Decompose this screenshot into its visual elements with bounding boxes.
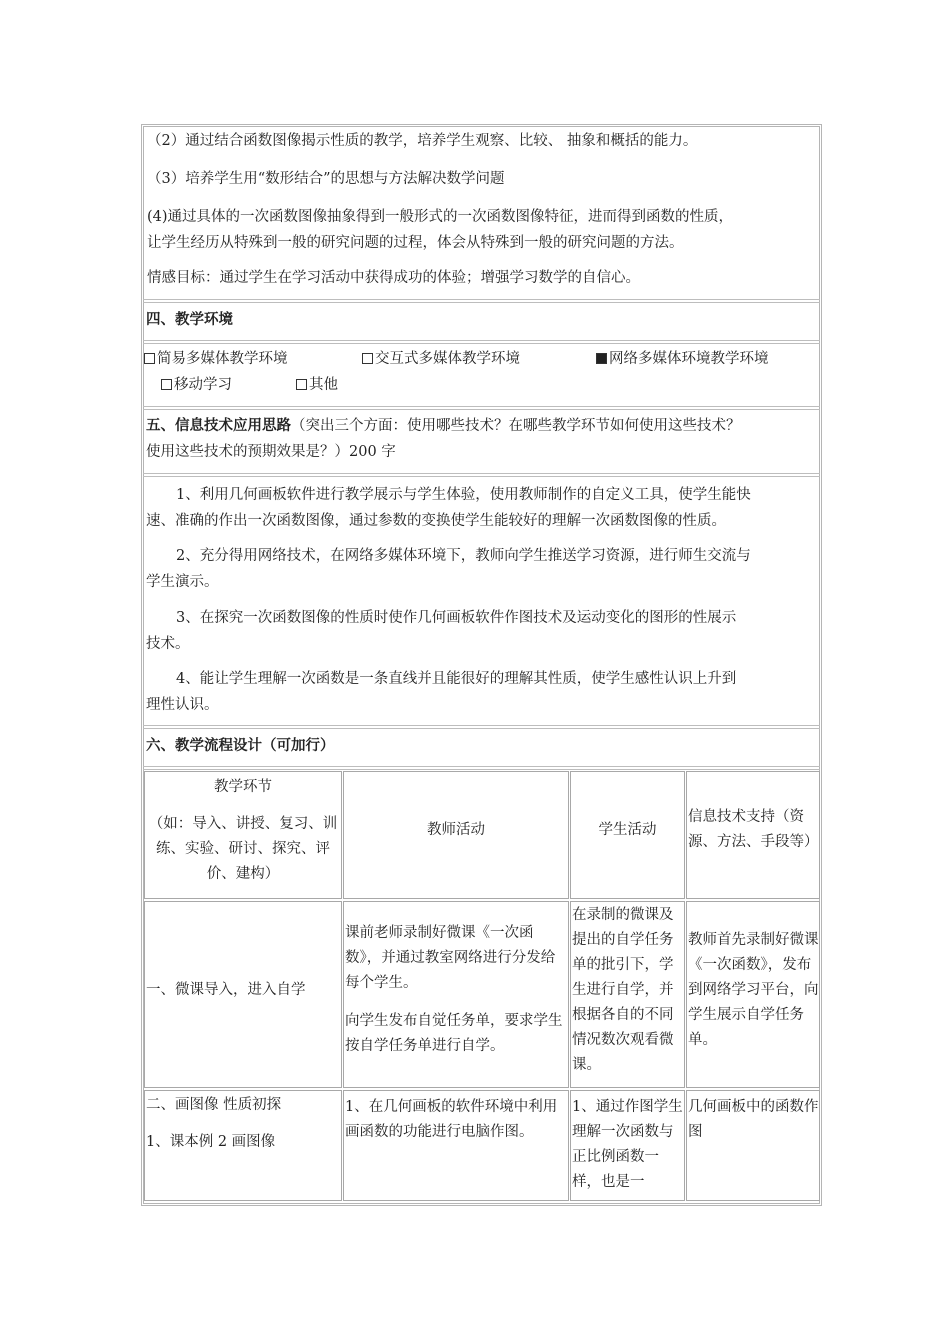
- idea-1-line1: 1、利用几何画板软件进行教学展示与学生体验，使用教师制作的自定义工具，使学生能快: [176, 487, 751, 503]
- section-4-heading: 四、教学环境: [146, 311, 233, 328]
- env-option-interactive: 交互式多媒体教学环境: [362, 346, 520, 372]
- idea-1-line2: 速、准确的作出一次函数图像，通过参数的变换使学生能较好的理解一次函数图像的性质。: [146, 513, 726, 529]
- checkbox-icon: [144, 353, 155, 364]
- objective-item-4-line1: (4)通过具体的一次函数图像抽象得到一般形式的一次函数图像特征，进而得到函数的性质，: [147, 209, 734, 225]
- section-5-heading-line1: [146, 413, 741, 439]
- idea-4-line1: 4、能让学生理解一次函数是一条直线并且能很好的理解其性质，使学生感性认识上升到: [176, 671, 737, 687]
- row2-stage-line1: 二、画图像 性质初探: [146, 1097, 282, 1113]
- checkbox-icon: [296, 379, 307, 390]
- env-option-mobile: 移动学习: [161, 372, 232, 398]
- stage-header-note: （如：导入、讲授、复习、训练、实验、研讨、探究、评价、建构）: [148, 816, 338, 882]
- objective-item-2: （2）通过结合函数图像揭示性质的教学，培养学生观察、比较、 抽象和概括的能力。: [147, 133, 698, 149]
- row2-student: 1、通过作图学生理解一次函数与正比例函数一样，也是一: [572, 1099, 683, 1190]
- row2-teacher: 1、在几何画板的软件环境中利用画函数的功能进行电脑作图。: [345, 1099, 558, 1140]
- checkbox-icon: [362, 353, 373, 364]
- row2-tech: 几何画板中的函数作图: [688, 1099, 819, 1140]
- row-separator: [143, 473, 820, 477]
- row1-student: 在录制的微课及提出的自学任务单的批引下，学生进行自学，并根据各自的不同情况数次观看微课。: [572, 907, 674, 1073]
- env-option-simple: 简易多媒体教学环境: [144, 346, 288, 372]
- tech-header: 信息技术支持（资源、方法、手段等）: [688, 809, 819, 850]
- affective-text: 通过学生在学习活动中获得成功的体验；增强学习数学的自信心。: [219, 270, 640, 286]
- row2-stage-line2: 1、课本例 2 画图像: [146, 1134, 276, 1150]
- row1-teacher-p1: 课前老师录制好微课《一次函数》，并通过教室网络进行分发给每个学生。: [345, 925, 556, 991]
- stage-header-title: 教学环节: [214, 779, 272, 795]
- section-5-note: （突出三个方面：使用哪些技术？在哪些教学环节如何使用这些技术？: [291, 418, 741, 434]
- row-separator: [143, 725, 820, 729]
- row-separator: [143, 299, 820, 303]
- objective-item-3: （3）培养学生用“数形结合”的思想与方法解决数学问题: [147, 171, 505, 187]
- row-separator: [143, 340, 820, 344]
- section-5-note-line2: 使用这些技术的预期效果是？）200 字: [146, 444, 396, 460]
- checkbox-checked-icon: [596, 353, 607, 364]
- section-5-heading: 五、信息技术应用思路: [146, 417, 291, 434]
- row1-tech: 教师首先录制好微课《一次函数》，发布到网络学习平台，向学生展示自学任务单。: [688, 932, 819, 1048]
- checkbox-icon: [161, 379, 172, 390]
- student-header: 学生活动: [598, 822, 657, 838]
- idea-3-line2: 技术。: [146, 636, 190, 652]
- affective-objective: [147, 265, 640, 291]
- row1-stage: 一、微课导入，进入自学: [146, 982, 306, 998]
- idea-4-line2: 理性认识。: [146, 697, 219, 713]
- row-separator: [143, 766, 820, 770]
- objective-item-4-line2: 让学生经历从特殊到一般的研究问题的过程，体会从特殊到一般的研究问题的方法。: [147, 235, 684, 251]
- env-option-network: 网络多媒体环境教学环境: [596, 346, 769, 372]
- idea-3-line1: 3、在探究一次函数图像的性质时使作几何画板软件作图技术及运动变化的图形的性展示: [176, 610, 737, 626]
- affective-label: 情感目标：: [147, 270, 220, 286]
- idea-2-line2: 学生演示。: [146, 574, 219, 590]
- row1-teacher-p2: 向学生发布自觉任务单，要求学生按自学任务单进行自学。: [345, 1013, 563, 1054]
- section-6-heading: 六、教学流程设计（可加行）: [146, 737, 335, 754]
- teacher-header: 教师活动: [427, 822, 485, 838]
- env-option-other: 其他: [296, 372, 338, 398]
- idea-2-line1: 2、充分得用网络技术，在网络多媒体环境下，教师向学生推送学习资源，进行师生交流与: [176, 548, 751, 564]
- row-separator: [143, 406, 820, 410]
